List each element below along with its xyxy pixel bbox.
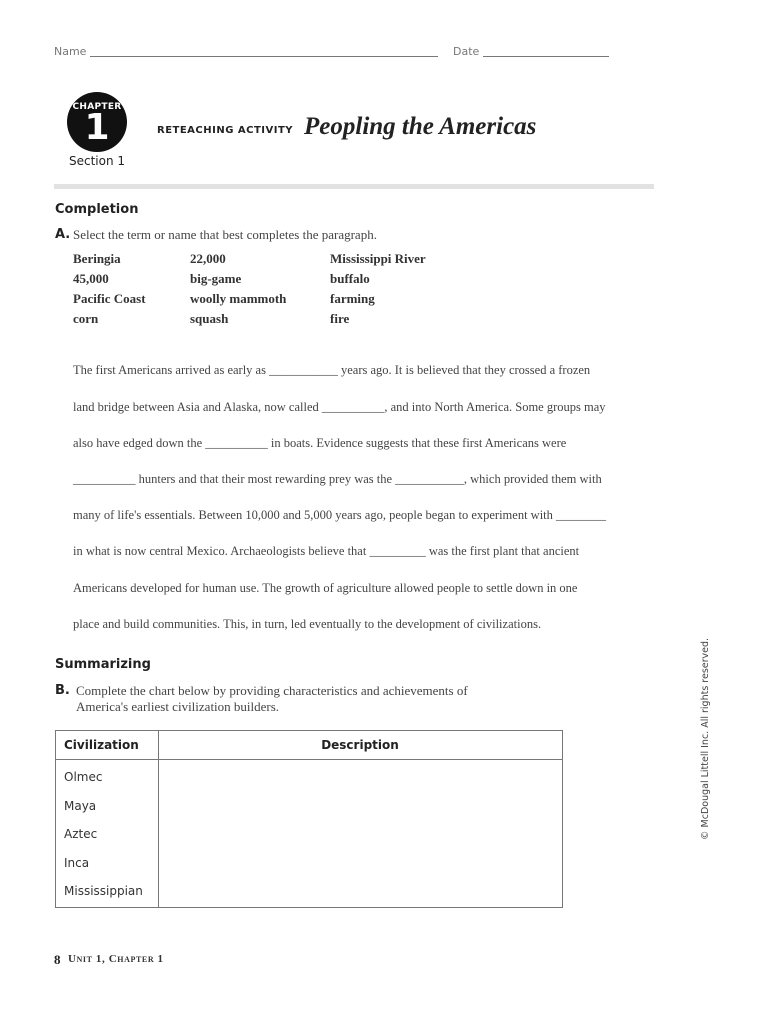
word-bank-item: Mississippi River: [330, 251, 426, 266]
word-bank-item: squash: [190, 311, 229, 326]
word-bank-item: big-game: [190, 271, 242, 286]
table-row-civilization: Aztec: [64, 827, 98, 841]
paragraph-line[interactable]: land bridge between Asia and Alaska, now called __________, and into North America. Some groups may: [73, 400, 606, 414]
word-bank-item: woolly mammoth: [190, 291, 287, 306]
chapter-badge: [67, 92, 127, 152]
part-a-instruction: Select the term or name that best completes the paragraph.: [73, 227, 377, 242]
part-b-label: B.: [55, 683, 70, 698]
word-bank-item: corn: [73, 311, 99, 326]
page-title: Peopling the Americas: [304, 113, 537, 140]
name-field[interactable]: [90, 56, 438, 57]
word-bank-item: fire: [330, 311, 350, 326]
description-answer-area[interactable]: [159, 760, 562, 907]
part-b-instruction-line: Complete the chart below by providing characteristics and achievements of: [76, 683, 468, 698]
date-field[interactable]: [483, 56, 609, 57]
paragraph-line[interactable]: also have edged down the __________ in boats. Evidence suggests that these first Americans were: [73, 436, 567, 450]
table-row-civilization: Inca: [64, 856, 90, 870]
word-bank-item: Beringia: [73, 251, 121, 266]
page-number: 8: [54, 952, 61, 967]
paragraph-line[interactable]: The first Americans arrived as early as ___________ years ago. It is believed that they crossed a frozen: [73, 363, 591, 377]
paragraph-line: place and build communities. This, in turn, led eventually to the development of civilizations.: [73, 617, 542, 631]
paragraph-line[interactable]: __________ hunters and that their most rewarding prey was the ___________, which provided them with: [73, 472, 602, 486]
word-bank-item: buffalo: [330, 271, 370, 286]
section-label: Section 1: [69, 154, 126, 168]
part-a-label: A.: [55, 227, 71, 242]
paragraph-line: Americans developed for human use. The growth of agriculture allowed people to settle down in one: [73, 581, 578, 595]
table-header-civilization: Civilization: [64, 738, 139, 752]
civilization-table: [55, 730, 563, 908]
chapter-label: CHAPTER: [72, 102, 122, 112]
word-bank-item: Pacific Coast: [73, 291, 146, 306]
part-b-instruction-line: America's earliest civilization builders.: [76, 699, 280, 714]
chapter-number: 1: [84, 107, 110, 148]
header-divider: [54, 184, 654, 189]
footer-unit-label: Unit 1, Chapter 1: [68, 953, 164, 965]
name-label: Name: [54, 45, 87, 58]
table-row-civilization: Maya: [64, 799, 97, 813]
summarizing-heading: Summarizing: [55, 657, 151, 672]
copyright-notice: © McDougal Littell Inc. All rights reserved.: [700, 637, 711, 840]
table-header-description: Description: [321, 738, 399, 752]
paragraph-line[interactable]: in what is now central Mexico. Archaeologists believe that _________ was the first plant that ancient: [73, 544, 580, 558]
date-label: Date: [453, 45, 480, 58]
activity-label: RETEACHING ACTIVITY: [157, 125, 294, 136]
table-row-civilization: Mississippian: [64, 884, 143, 898]
word-bank-item: 45,000: [73, 271, 109, 286]
completion-heading: Completion: [55, 202, 139, 217]
word-bank-item: farming: [330, 291, 375, 306]
paragraph-line[interactable]: many of life's essentials. Between 10,000 and 5,000 years ago, people began to experiment with ________: [73, 508, 607, 522]
table-row-civilization: Olmec: [64, 770, 103, 784]
word-bank-item: 22,000: [190, 251, 226, 266]
